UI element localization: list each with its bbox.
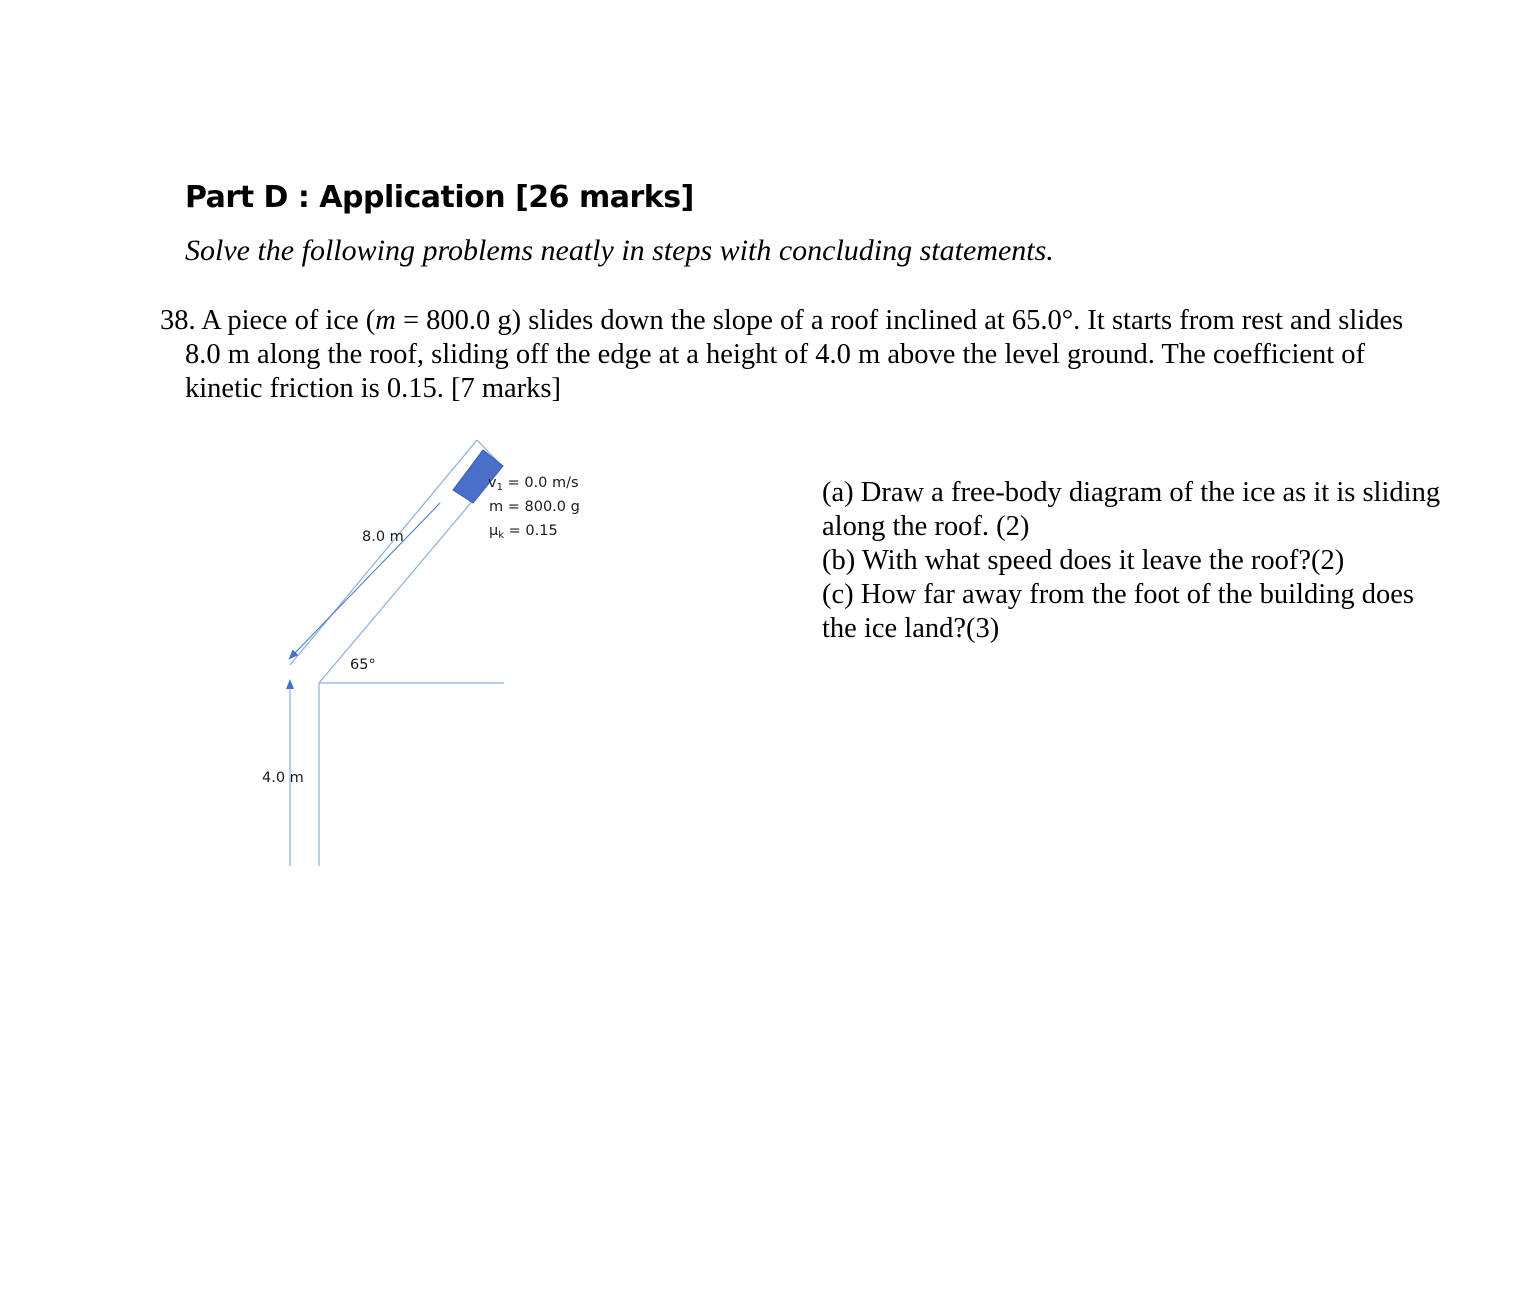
roof-edge-upper [290, 440, 477, 665]
question-subparts [822, 476, 1502, 646]
subpart-c-line-2: the ice land?(3) [822, 613, 1000, 644]
subpart-a-line-1: (a) Draw a free-body diagram of the ice as it is sliding [822, 477, 1441, 508]
question-line-2: 8.0 m along the roof, sliding off the edge at a height of 4.0 m above the level ground. The coefficient of [185, 339, 1366, 370]
angle-label: 65° [350, 657, 376, 673]
section-title: Part D : Application [26 marks] [185, 180, 694, 215]
friction-coefficient-label: $\mu_k = 0.15$ [489, 523, 558, 541]
question-number: 38. [160, 305, 196, 336]
roof-length-label: 8.0 m [362, 529, 404, 545]
mass-variable: m [375, 305, 396, 336]
section-instructions: Solve the following problems neatly in steps with concluding statements. [185, 234, 1054, 267]
question-line-3: kinetic friction is 0.15. [7 marks] [185, 373, 561, 404]
subpart-b: (b) With what speed does it leave the roof?(2) [822, 545, 1345, 576]
v1-label: $v_1 = 0.0$ m/s [488, 475, 579, 493]
roof-length-arrow [292, 503, 440, 656]
subpart-c-line-1: (c) How far away from the foot of the building does [822, 579, 1414, 610]
subpart-a-line-2: along the roof. (2) [822, 511, 1030, 542]
question-line-1: 38. A piece of ice (m = 800.0 g) slides down the slope of a roof inclined at 65.0°. It starts from rest and slides [160, 305, 1404, 336]
mass-label: m = 800.0 g [489, 499, 580, 515]
height-label: 4.0 m [262, 770, 304, 786]
